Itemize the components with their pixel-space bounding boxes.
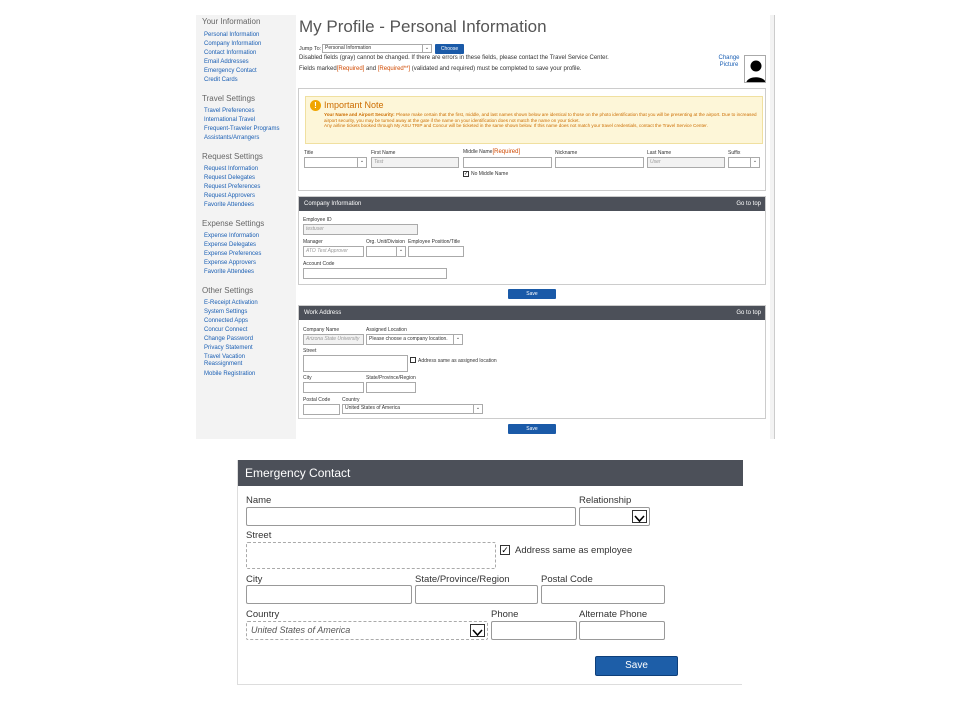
account-code-label: Account Code [303, 261, 335, 267]
title-label: Title [304, 150, 314, 156]
sidebar-item-mobile-registration[interactable]: Mobile Registration [204, 371, 256, 377]
sidebar-item-emergency-contact[interactable]: Emergency Contact [204, 68, 257, 74]
postal-code-label: Postal Code [303, 397, 331, 403]
emergency-contact-header: Emergency Contact [238, 460, 743, 486]
city-field[interactable] [303, 382, 364, 393]
company-information-panel [298, 196, 766, 285]
go-to-top-link[interactable]: Go to top [736, 310, 761, 316]
name-panel [298, 88, 766, 191]
position-label: Employee Position/Title [408, 239, 461, 245]
same-as-employee-checkbox[interactable]: ✓ [501, 545, 509, 555]
alternate-phone-field[interactable] [579, 621, 665, 640]
relationship-label: Relationship [579, 495, 632, 506]
company-name-field: Arizona State University [303, 334, 364, 345]
jump-to-value: Personal Information [325, 45, 372, 51]
chevron-down-icon: ⌄ [396, 247, 405, 256]
profile-screenshot [196, 15, 775, 439]
position-field[interactable] [408, 246, 464, 257]
suffix-select[interactable] [728, 157, 760, 168]
street-label: Street [246, 530, 272, 541]
required-fields-note: Fields marked[Required] and [Required**] (validated and required) must be completed to save your profile. [299, 66, 582, 72]
important-note [305, 96, 763, 144]
account-code-field[interactable] [303, 268, 447, 279]
sidebar-item-expense-delegates[interactable]: Expense Delegates [204, 242, 257, 248]
first-name-field[interactable]: Test [371, 157, 459, 168]
sidebar-heading: Request Settings [202, 152, 263, 161]
emergency-save-button[interactable]: Save [595, 656, 678, 676]
warning-icon: ! [310, 100, 321, 111]
work-address-panel [298, 305, 766, 419]
middle-name-label: Middle Name[Required] [463, 149, 521, 155]
country-select[interactable] [342, 404, 483, 414]
sidebar-item-expense-information[interactable]: Expense Information [204, 233, 260, 239]
sidebar-item-request-delegates[interactable]: Request Delegates [204, 175, 256, 181]
sidebar-item-credit-cards[interactable]: Credit Cards [204, 77, 238, 83]
nickname-label: Nickname [555, 150, 578, 156]
manager-field[interactable]: ATO Test Approver [303, 246, 364, 257]
sidebar-item-request-approvers[interactable]: Request Approvers [204, 193, 256, 199]
chevron-down-icon [470, 624, 485, 637]
sidebar-heading: Your Information [202, 17, 261, 26]
sidebar-item-request-information[interactable]: Request Information [204, 166, 259, 172]
sidebar-heading: Travel Settings [202, 94, 256, 103]
chevron-down-icon: ⌄ [750, 158, 759, 167]
sidebar-item-company-information[interactable]: Company Information [204, 41, 262, 47]
sidebar-item-expense-preferences[interactable]: Expense Preferences [204, 251, 262, 257]
company-information-header: Company Information Go to top [299, 197, 765, 211]
same-as-location-checkbox[interactable] [410, 357, 416, 363]
state-label: State/Province/Region [366, 375, 416, 381]
sidebar-item-system-settings[interactable]: System Settings [204, 309, 248, 315]
user-silhouette-icon [745, 56, 766, 83]
chevron-down-icon: ⌄ [422, 45, 431, 52]
city-label: City [246, 574, 263, 585]
chevron-down-icon: ⌄ [473, 405, 482, 413]
company-save-button[interactable]: Save [508, 289, 556, 299]
sidebar-heading: Other Settings [202, 286, 254, 295]
sidebar-item-international-travel[interactable]: International Travel [204, 117, 256, 123]
sidebar-item-connected-apps[interactable]: Connected Apps [204, 318, 249, 324]
work-save-button[interactable]: Save [508, 424, 556, 434]
emergency-contact-screenshot [237, 460, 742, 685]
choose-button[interactable]: Choose [435, 44, 464, 54]
street-label: Street [303, 348, 317, 354]
no-middle-name-checkbox[interactable]: ✓ [464, 171, 469, 177]
sidebar-item-privacy-statement[interactable]: Privacy Statement [204, 345, 253, 351]
assigned-location-value: Please choose a company location. [369, 336, 448, 342]
country-label: Country [246, 609, 280, 620]
state-label: State/Province/Region [415, 574, 510, 585]
sidebar-item-expense-approvers[interactable]: Expense Approvers [204, 260, 257, 266]
go-to-top-link[interactable]: Go to top [736, 201, 761, 207]
relationship-select[interactable] [579, 507, 650, 526]
jump-to-select[interactable] [322, 44, 432, 53]
profile-picture[interactable] [744, 55, 766, 83]
sidebar-item-assistants[interactable]: Assistants/Arrangers [204, 135, 260, 141]
org-unit-select[interactable] [366, 246, 406, 257]
last-name-field[interactable]: User [647, 157, 725, 168]
work-address-header: Work Address Go to top [299, 306, 765, 320]
assigned-location-select[interactable] [366, 334, 463, 345]
sidebar-item-favorite-attendees[interactable]: Favorite Attendees [204, 269, 255, 275]
manager-label: Manager [303, 239, 323, 245]
alternate-phone-label: Alternate Phone [579, 609, 648, 620]
postal-code-field[interactable] [303, 404, 340, 415]
phone-field[interactable] [491, 621, 577, 640]
postal-code-label: Postal Code [541, 574, 593, 585]
first-name-label: First Name [371, 150, 396, 156]
chevron-down-icon: ⌄ [357, 158, 366, 167]
country-value: United States of America [345, 405, 401, 411]
postal-code-field[interactable] [541, 585, 665, 604]
employee-id-label: Employee ID [303, 217, 332, 223]
important-note-title: Important Note [324, 100, 384, 110]
nickname-field[interactable] [555, 157, 644, 168]
important-note-text: Your Name and Airport Security: Please make certain that the first, middle, and last names shown below are identical to those on the photo identification that you will be presenting at the airport. Due to increased airport security, you may be turned away at the gate if the name on your identification does not match the name on your ticket. Any airline tickets booked through My ASU TRIP and Concur will be ticketed in the same shown below. If this name does not match your travel credentials, contact the Travel Service Center. [324, 112, 757, 129]
country-label: Country [342, 397, 360, 403]
sidebar-item-favorite-attendees[interactable]: Favorite Attendees [204, 202, 255, 208]
city-label: City [303, 375, 312, 381]
change-picture-link[interactable]: Change Picture [718, 55, 740, 68]
last-name-label: Last Name [647, 150, 672, 156]
sidebar-item-travel-preferences[interactable]: Travel Preferences [204, 108, 255, 114]
name-field[interactable] [246, 507, 576, 526]
title-select[interactable] [304, 157, 367, 168]
same-as-location-label: Address same as assigned location [418, 358, 497, 364]
same-as-employee-label: Address same as employee [515, 545, 633, 556]
chevron-down-icon [632, 510, 647, 523]
org-unit-label: Org. Unit/Division [366, 239, 405, 245]
suffix-label: Suffix [728, 150, 741, 156]
state-field[interactable] [366, 382, 416, 393]
sidebar-item-travel-vacation[interactable]: Travel Vacation Reassignment [204, 354, 246, 367]
no-middle-name-label: No Middle Name [471, 171, 509, 177]
sidebar [196, 15, 293, 439]
middle-name-field[interactable] [463, 157, 552, 168]
name-label: Name [246, 495, 272, 506]
country-value: United States of America [251, 625, 351, 635]
state-field[interactable] [415, 585, 538, 604]
country-select[interactable] [246, 621, 488, 640]
main-content [296, 15, 770, 439]
sidebar-item-request-preferences[interactable]: Request Preferences [204, 184, 261, 190]
phone-label: Phone [491, 609, 519, 620]
chevron-down-icon: ⌄ [453, 335, 462, 344]
street-field[interactable] [303, 355, 408, 372]
assigned-location-label: Assigned Location [366, 327, 407, 333]
company-name-label: Company Name [303, 327, 340, 333]
sidebar-item-contact-information[interactable]: Contact Information [204, 50, 257, 56]
sidebar-item-change-password[interactable]: Change Password [204, 336, 254, 342]
sidebar-heading: Expense Settings [202, 219, 265, 228]
sidebar-item-concur-connect[interactable]: Concur Connect [204, 327, 248, 333]
sidebar-item-personal-information[interactable]: Personal Information [204, 32, 260, 38]
sidebar-item-email-addresses[interactable]: Email Addresses [204, 59, 249, 65]
sidebar-item-e-receipt[interactable]: E-Receipt Activation [204, 300, 258, 306]
employee-id-field: testuser [303, 224, 418, 235]
street-field[interactable] [246, 542, 496, 569]
disabled-fields-note: Disabled fields (gray) cannot be changed. If there are errors in these fields, please contact the Travel Service Center. [299, 55, 609, 61]
jump-to-label: Jump To: [299, 46, 322, 52]
city-field[interactable] [246, 585, 412, 604]
page-title: My Profile - Personal Information [299, 17, 547, 36]
sidebar-item-frequent-traveler[interactable]: Frequent-Traveler Programs [204, 126, 280, 132]
